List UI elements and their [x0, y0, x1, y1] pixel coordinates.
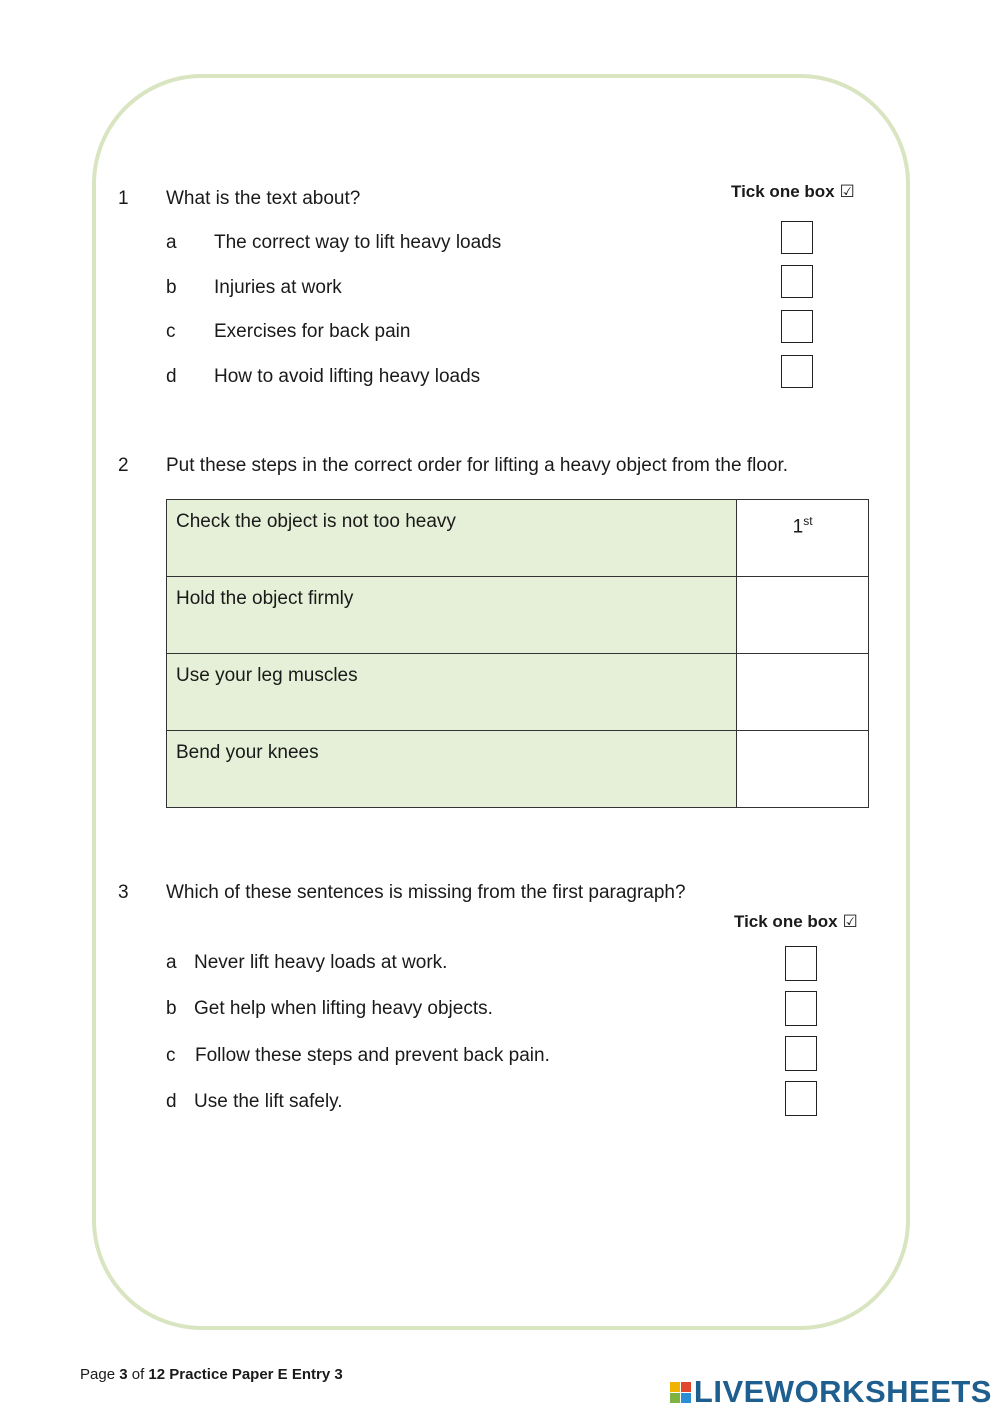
q3-option-c-text: Follow these steps and prevent back pain. [195, 1045, 550, 1066]
footer-paper-title: Practice Paper E Entry 3 [169, 1366, 343, 1383]
order-value: 1 [792, 516, 804, 538]
q3-option-c-letter: c [166, 1045, 176, 1066]
q1-option-d-text: How to avoid lifting heavy loads [214, 366, 481, 387]
checkbox-checked-icon: ☑ [839, 182, 855, 201]
order-answer-cell[interactable] [737, 731, 869, 808]
footer-of-word: of [131, 1366, 145, 1383]
step-text: Use your leg muscles [167, 654, 737, 731]
q1-tick-header-label: Tick one box [731, 182, 835, 201]
liveworksheets-logo-icon [670, 1382, 691, 1403]
table-row [167, 731, 869, 808]
q3-option-d-checkbox[interactable] [785, 1081, 817, 1116]
order-suffix: st [803, 514, 813, 528]
liveworksheets-brand [670, 1374, 992, 1410]
q2-number: 2 [118, 455, 129, 476]
q3-text: Which of these sentences is missing from the first paragraph? [166, 882, 686, 903]
q1-option-b-checkbox[interactable] [781, 265, 813, 298]
q1-option-c-text: Exercises for back pain [214, 321, 411, 342]
q1-option-a-letter: a [166, 232, 177, 253]
step-text: Check the object is not too heavy [167, 500, 737, 577]
q1-option-b-text: Injuries at work [214, 277, 342, 298]
q3-option-b-text: Get help when lifting heavy objects. [194, 998, 493, 1019]
page-footer [80, 1366, 343, 1383]
q1-option-c-letter: c [166, 321, 176, 342]
q3-option-a-text: Never lift heavy loads at work. [194, 952, 448, 973]
q1-text: What is the text about? [166, 188, 361, 209]
q1-option-d-checkbox[interactable] [781, 355, 813, 388]
order-answer-cell[interactable] [737, 577, 869, 654]
q2-text: Put these steps in the correct order for lifting a heavy object from the floor. [166, 455, 789, 476]
q1-option-d-letter: d [166, 366, 177, 387]
q3-number: 3 [118, 882, 129, 903]
q3-option-a-checkbox[interactable] [785, 946, 817, 981]
q1-option-a-checkbox[interactable] [781, 221, 813, 254]
q1-number: 1 [118, 188, 129, 209]
brand-name: LIVEWORKSHEETS [693, 1374, 992, 1409]
q3-tick-header-label: Tick one box [734, 912, 838, 931]
step-text: Hold the object firmly [167, 577, 737, 654]
checkbox-checked-icon: ☑ [842, 912, 858, 931]
q1-option-c-checkbox[interactable] [781, 310, 813, 343]
q3-option-b-checkbox[interactable] [785, 991, 817, 1026]
table-row [167, 654, 869, 731]
q3-option-c-checkbox[interactable] [785, 1036, 817, 1071]
q1-option-b-letter: b [166, 277, 177, 298]
q3-option-a-letter: a [166, 952, 177, 973]
q1-tick-header [731, 182, 855, 202]
footer-page-total: 12 [148, 1366, 166, 1383]
order-steps-table [166, 499, 869, 808]
q3-tick-header [734, 912, 858, 932]
order-answer-cell[interactable] [737, 654, 869, 731]
step-text: Bend your knees [167, 731, 737, 808]
q3-option-d-text: Use the lift safely. [194, 1091, 343, 1112]
table-row [167, 577, 869, 654]
order-answer-cell[interactable] [737, 500, 869, 577]
q1-option-a-text: The correct way to lift heavy loads [214, 232, 502, 253]
q3-option-d-letter: d [166, 1091, 177, 1112]
q3-option-b-letter: b [166, 998, 177, 1019]
footer-page-number: 3 [119, 1366, 128, 1383]
table-row [167, 500, 869, 577]
footer-page-word: Page [80, 1366, 116, 1383]
